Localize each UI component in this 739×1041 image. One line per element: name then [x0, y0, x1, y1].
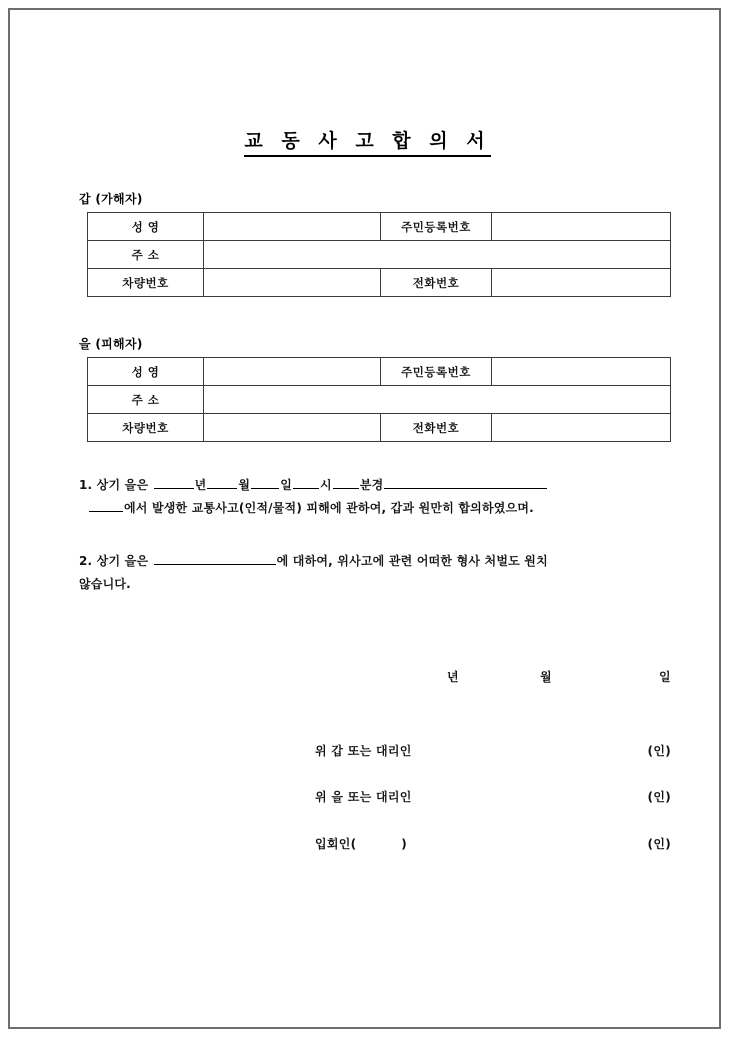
clause-one-unit-day: 일 — [280, 478, 293, 492]
party-a-section-label: 갑 (가해자) — [79, 192, 143, 206]
clause-one-place-blank[interactable] — [384, 475, 547, 489]
party-a-address-value[interactable] — [204, 241, 671, 269]
party-b-address-label: 주 소 — [88, 386, 204, 414]
document-page — [8, 8, 721, 1029]
party-a-ssn-label: 주민등록번호 — [381, 213, 492, 241]
clause-one-lead: 1. 상기 을은 — [79, 478, 149, 492]
seal-mark-party-b: (인) — [647, 790, 671, 804]
signature-label-party-b: 위 을 또는 대리인 — [315, 790, 412, 804]
party-b-ssn-label: 주민등록번호 — [381, 358, 492, 386]
clause-one-month-blank[interactable] — [207, 475, 237, 489]
party-b-phone-label: 전화번호 — [381, 414, 492, 442]
page-title-text: 교 동 사 고 합 의 서 — [244, 130, 490, 157]
party-a-vehicle-label: 차량번호 — [88, 269, 204, 297]
table-row — [88, 241, 671, 269]
party-b-vehicle-label: 차량번호 — [88, 414, 204, 442]
date-month-label: 월 — [540, 670, 552, 684]
signature-row-party-a — [315, 742, 671, 759]
clause-one-unit-hour: 시 — [320, 478, 332, 492]
party-a-phone-value[interactable] — [492, 269, 671, 297]
signature-label-party-a: 위 갑 또는 대리인 — [315, 744, 412, 758]
party-a-vehicle-value[interactable] — [204, 269, 381, 297]
table-row — [88, 269, 671, 297]
seal-mark-witness: (인) — [647, 837, 671, 851]
table-row — [88, 213, 671, 241]
party-a-name-label: 성 영 — [88, 213, 204, 241]
clause-one-unit-month: 월 — [238, 478, 251, 492]
party-b-ssn-value[interactable] — [492, 358, 671, 386]
clause-one — [79, 474, 679, 520]
date-year-label: 년 — [447, 670, 459, 684]
table-row — [88, 358, 671, 386]
party-b-address-value[interactable] — [204, 386, 671, 414]
party-a-phone-label: 전화번호 — [381, 269, 492, 297]
party-a-address-label: 주 소 — [88, 241, 204, 269]
party-a-ssn-value[interactable] — [492, 213, 671, 241]
clause-two — [79, 550, 679, 596]
party-b-section-label: 을 (피해자) — [79, 337, 143, 351]
party-b-name-label: 성 영 — [88, 358, 204, 386]
clause-two-amount-blank[interactable] — [154, 551, 276, 565]
clause-one-minute-blank[interactable] — [333, 475, 359, 489]
page-title — [10, 126, 719, 153]
party-a-table — [87, 212, 671, 297]
clause-one-day-blank[interactable] — [251, 475, 279, 489]
party-b-vehicle-value[interactable] — [204, 414, 381, 442]
clause-two-lead: 2. 상기 을은 — [79, 554, 149, 568]
clause-one-year-blank[interactable] — [154, 475, 194, 489]
party-b-phone-value[interactable] — [492, 414, 671, 442]
clause-one-tail: 에서 발생한 교통사고(인적/물적) 피해에 관하여, 갑과 원만히 합의하였으며. — [124, 501, 534, 515]
party-b-name-value[interactable] — [204, 358, 381, 386]
table-row — [88, 386, 671, 414]
clause-one-unit-year: 년 — [194, 478, 207, 492]
clause-two-tail: 에 대하여, 위사고에 관련 어떠한 형사 처벌도 원치 — [276, 554, 548, 568]
seal-mark-party-a: (인) — [647, 744, 671, 758]
clause-one-place-blank-cont[interactable] — [89, 498, 123, 512]
clause-two-line2: 않습니다. — [79, 577, 131, 591]
clause-one-hour-blank[interactable] — [293, 475, 319, 489]
clause-one-line2 — [79, 501, 534, 515]
signature-row-witness — [315, 835, 671, 852]
party-a-name-value[interactable] — [204, 213, 381, 241]
clause-one-unit-minute: 분경 — [359, 478, 384, 492]
signature-label-witness: 입회인( ) — [315, 837, 408, 851]
party-b-table — [87, 357, 671, 442]
signature-row-party-b — [315, 788, 671, 805]
date-day-label: 일 — [659, 670, 671, 684]
table-row — [88, 414, 671, 442]
